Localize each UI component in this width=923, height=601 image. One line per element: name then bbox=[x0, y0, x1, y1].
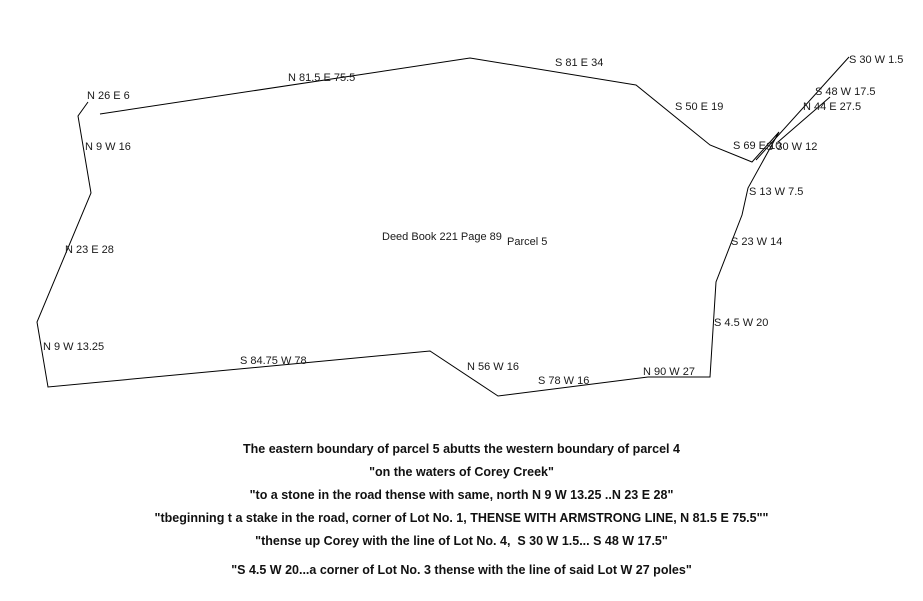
bearing-label: S 78 W 16 bbox=[538, 375, 590, 387]
bearing-label: S 23 W 14 bbox=[731, 236, 783, 248]
bearing-label: S 30 W 12 bbox=[766, 141, 818, 153]
bearing-label: S 4.5 W 20 bbox=[714, 317, 769, 329]
bearing-label: N 9 W 13.25 bbox=[43, 341, 105, 353]
bearing-label: N 26 E 6 bbox=[87, 90, 130, 102]
bearing-label: S 13 W 7.5 bbox=[749, 186, 804, 198]
deed-reference: Deed Book 221 Page 89 bbox=[382, 231, 502, 243]
bearing-label: S 30 W 1.5 bbox=[849, 54, 904, 66]
bearing-label: S 69 E 10 bbox=[733, 140, 782, 152]
bearing-label: N 23 E 28 bbox=[65, 244, 114, 256]
note-line: "thense up Corey with the line of Lot No. 4, S 30 W 1.5... S 48 W 17.5" bbox=[255, 534, 668, 548]
bearing-label: N 81.5 E 75.5 bbox=[288, 72, 356, 84]
parcel-label: Parcel 5 bbox=[507, 236, 548, 248]
bearing-label: N 44 E 27.5 bbox=[803, 101, 862, 113]
bearing-label: S 50 E 19 bbox=[675, 101, 724, 113]
parcel-5-boundary bbox=[37, 58, 782, 396]
note-line: "on the waters of Corey Creek" bbox=[369, 465, 554, 479]
bearing-label: N 90 W 27 bbox=[643, 366, 695, 378]
bearing-label: S 84.75 W 78 bbox=[240, 355, 307, 367]
deed-notes bbox=[0, 438, 923, 582]
note-line: "S 4.5 W 20...a corner of Lot No. 3 thense with the line of said Lot W 27 poles" bbox=[231, 563, 692, 577]
bearing-label: N 56 W 16 bbox=[467, 361, 519, 373]
note-line: "to a stone in the road thense with same, north N 9 W 13.25 ..N 23 E 28" bbox=[249, 488, 674, 502]
bearing-label: N 9 W 16 bbox=[85, 141, 131, 153]
bearing-label: S 81 E 34 bbox=[555, 57, 604, 69]
note-line: "tbeginning t a stake in the road, corner of Lot No. 1, THENSE WITH ARMSTRONG LINE, N 81.5 E 75.5"" bbox=[154, 511, 769, 525]
bearing-label: S 48 W 17.5 bbox=[815, 86, 876, 98]
note-line: The eastern boundary of parcel 5 abutts the western boundary of parcel 4 bbox=[243, 442, 680, 456]
